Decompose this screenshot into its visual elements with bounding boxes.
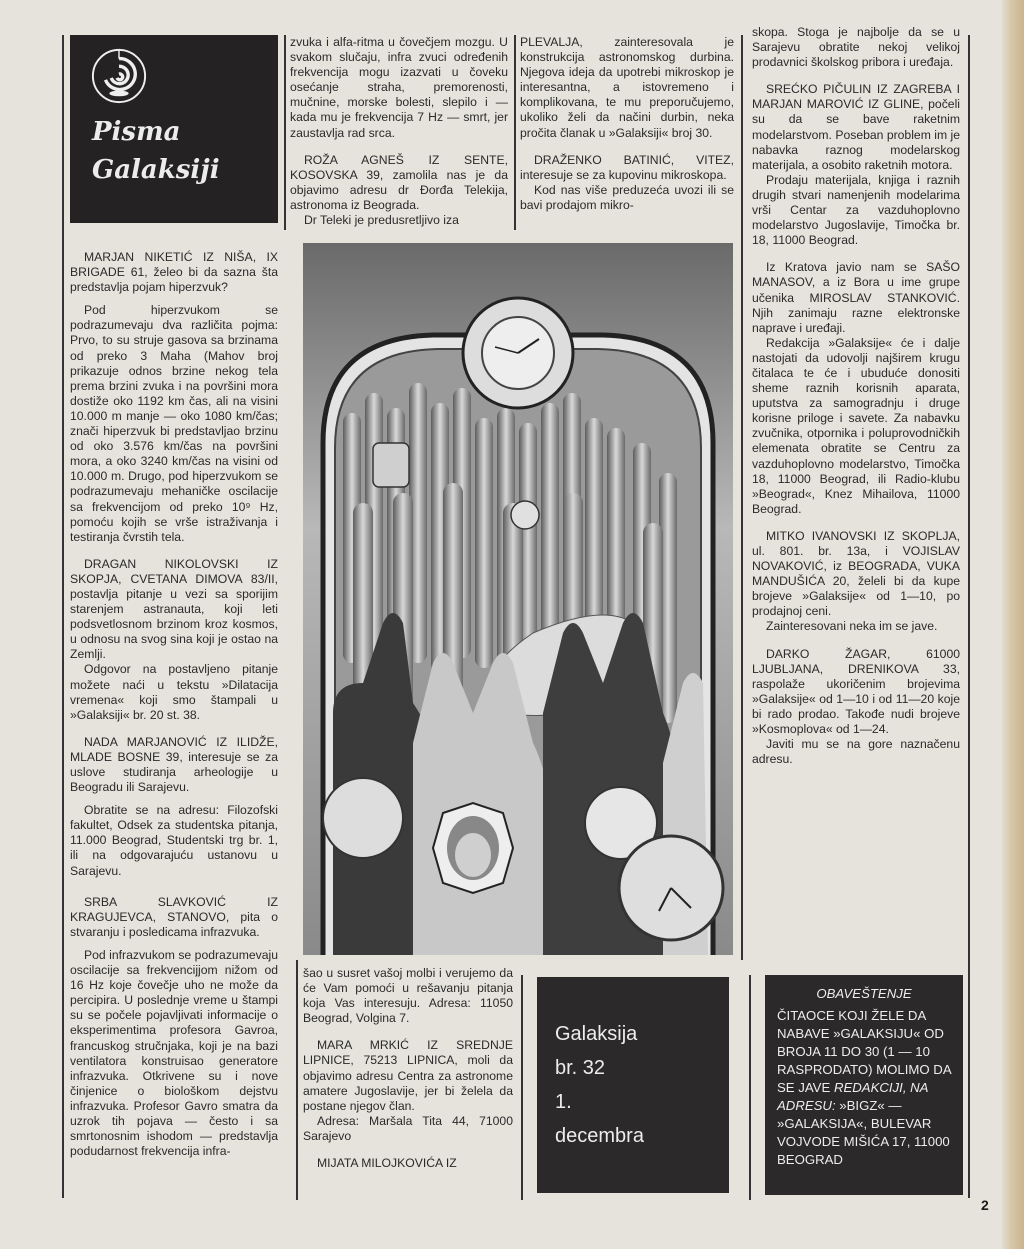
column-3-top (520, 35, 734, 213)
column-rule (284, 35, 286, 230)
answer-mikroskop: Kod nas više preduzeća uvozi ili se bavi prodajom mikro- (520, 182, 734, 212)
issue-day: 1. (555, 1091, 572, 1113)
masthead (70, 35, 278, 223)
column-2-bottom (303, 966, 513, 1171)
answer-dilatacija: Odgovor na postavljeno pitanje možete naći u tekstu »Dilatacija vremena« koji smo štampali u »Galaksiji« br. 20 st. 38. (70, 662, 278, 722)
issue-month: decembra (555, 1125, 644, 1147)
galaksija-logo-icon (90, 47, 148, 105)
letter-mrkic: MARA MRKIĆ IZ SREDNJE LIPNICE, 75213 LIPNICA, moli da objavimo adresu Centra za astronome amatere Jugoslavije, jer bi želela da postane njegov član. (303, 1038, 513, 1113)
letter-marjanovic: NADA MARJANOVIĆ IZ ILIDŽE, MLADE BOSNE 39, interesuje se za uslove studiranja arheologije u Beogradu ili Sarajevu. (70, 734, 278, 795)
letter-niketic: MARJAN NIKETIĆ IZ NIŠA, IX BRIGADE 61, želeo bi da sazna šta predstavlja pojam hiperzvuk? (70, 250, 278, 295)
letter-slavkovic: SRBA SLAVKOVIĆ IZ KRAGUJEVCA, STANOVO, pita o stvaranju i posledicama infrazvuka. (70, 894, 278, 939)
column-rule (749, 975, 751, 1200)
column-rule (62, 35, 64, 1198)
answer-mikroskop-cont: skopa. Stoga je najbolje da se u Sarajevu obratite nekoj velikoj prodavnici školskog pribora i uređaja. (752, 25, 960, 70)
column-rule (296, 960, 298, 1200)
column-2-top (290, 35, 508, 228)
answer-javiti: Javiti mu se na gore naznačenu adresu. (752, 737, 960, 767)
letter-zagar: DARKO ŽAGAR, 61000 LJUBLJANA, DRENIKOVA 33, raspolaže ukoričenim brojevima »Galaksije« od 1—10 i od 11—20 koje bi rado prodao. Takođe nudi brojeve »Kosmoplova« od 1—24. (752, 646, 960, 737)
letter-ivanovski: MITKO IVANOVSKI IZ SKOPLJA, ul. 801. br. 13a, i VOJISLAV NOVAKOVIĆ, iz BEOGRADA, VUKA MANDUŠIĆA 20, želeli bi da kupe brojeve »Galaksije« od 1—10, po prodajnoj ceni. (752, 528, 960, 619)
masthead-title-line2: Galaksiji (92, 155, 220, 185)
answer-redakcija: Redakcija »Galaksije« će i dalje nastojati da udovolji najširem krugu čitalaca te će i ubuduće donositi sheme raznih korisnih aparata, uputstva za samogradnju i druge korisne priloge i savete. Za nabavku zvučnika, otpornika i poluprovodničkih elemenata obratite se Centru za vazduhoplovno modelarstvo, Timočka 18, 11000 Beograd, ili Radio-klubu »Beograd«, Knez Mihailova, 11000 Beograd. (752, 335, 960, 516)
column-rule (968, 35, 970, 1198)
letter-agnes: ROŽA AGNEŠ IZ SENTE, KOSOVSKA 39, zamolila nas je da objavimo adresu dr Đorđa Telekija, astronoma iz Beograda. (290, 152, 508, 212)
answer-adresa-sarajevo: Adresa: Maršala Tita 44, 71000 Sarajevo (303, 1113, 513, 1143)
notice-heading: OBAVEŠTENJE (816, 986, 912, 1001)
answer-zainteresovani: Zainteresovani neka im se jave. (766, 619, 938, 634)
letter-manasov: Iz Kratova javio nam se SAŠO MANASOV, a iz Bora u ime grupe učenika MIROSLAV STANKOVIĆ. Njih zanimaju razne elektronske naprave i uređaji. (752, 260, 960, 335)
portrait-locket (433, 803, 513, 893)
answer-hiperzvuk: Pod hiperzvukom se podrazumevaju dva različita pojma: Prvo, to su struje gasova sa brzinama od preko 3 Maha (Mahov broj prikazuje odnos brzine nekog tela prema brzini zvuka i na površini mora dostiže oko 1192 km čas, ali na visini 10.000 m manje — oko 1080 km/čas; znači hiperzvuk bi predstavljao brzinu od oko 3.576 km/čas na površini mora, a oko 3240 km/čas na visini od 10.000 m. Drugo, pod hiperzvukom se podrazumevaju mehaničke oscilacije sa frekvencijom od preko 10⁹ Hz, pomoću kojih se vrše istraživanja i testiranja čvrstih tela. (70, 303, 278, 544)
letter-piculin: SREĆKO PIČULIN IZ ZAGREBA I MARJAN MAROVIĆ IZ GLINE, počeli su da se bave raketnim modelarstvom. Poseban problem im je nabavka raznog modelarskog materijala, a osobito raketnih motora. (752, 82, 960, 172)
column-rule (514, 35, 516, 230)
column-4 (752, 25, 960, 767)
answer-teleki: Dr Teleki je predusretljivo iza (304, 213, 459, 228)
answer-teleki-cont: šao u susret vašoj molbi i verujemo da će Vam pomoći u rešavanju pitanja koja Vas interesuju. Adresa: 11050 Beograd, Volgina 7. (303, 966, 513, 1026)
notice-body: ČITAOCE KOJI ŽELE DA NABAVE »GALAKSIJU« OD BROJA 11 DO 30 (1 — 10 RASPRODATO) MOLIMO DA SE JAVE (777, 1008, 951, 1095)
answer-infrazvuk: Pod infrazvukom se podrazumevaju oscilacije sa frekvencijjom nižom od 16 Hz koje čovečje uho ne može da percipira. U poslednje vreme u štampi su se počele pojavljivati informacije o eksperimentima profesora Gavroa, francuskog stručnjaka, koji je na bazi ventilatora konstruisao generatore infrazvuka. Otkrivene su i nove činjenice o biološkom dejstvu infrazvuka. Profesor Gavro smatra da uzrok tih pojava — često i sa smrtonosnim ishodom — predstavlja podudarnost frekvencija infra- (70, 947, 278, 1159)
notice-box (765, 975, 963, 1195)
column-1 (70, 250, 278, 1159)
collage-illustration (303, 243, 733, 955)
column-rule (521, 975, 523, 1200)
clock-icon (463, 298, 573, 408)
letter-nikolovski: DRAGAN NIKOLOVSKI IZ SKOPJA, CVETANA DIMOVA 83/II, postavlja pitanje u vezi sa sporijim starenjem astranauta, koji leti podsvetlosnom brzinom kroz kosmos, u odnosu na svog sina koji je ostao na Zemlji. (70, 556, 278, 662)
issue-info-box (537, 977, 729, 1193)
collage-hands-clocks-image (303, 243, 733, 955)
answer-modelarstvo: Prodaju materijala, knjiga i raznih drugih stvari namenjenih modelarima vrši Centar za vazduhoplovno modelarstvo Jugoslavije, Timočka br. 18, 11000 Beograd. (752, 172, 960, 248)
page-edge (1002, 0, 1024, 1249)
notice-address: »BIGZ« — »GALAKSIJA«, BULEVAR VOJVODE MIŠIĆA 17, 11000 BEOGRAD (777, 1098, 950, 1167)
issue-magazine-name: Galaksija (555, 1023, 638, 1045)
answer-filozofski: Obratite se na adresu: Filozofski fakultet, Odsek za studentska pitanja, 11.000 Beograd, Studentski trg br. 1, ili na odgovarajuću ustanovu u Sarajevu. (70, 803, 278, 878)
notice-body-italic: REDAKCIJI, NA ADRESU: (777, 1080, 928, 1113)
letter-milojkovica: MIJATA MILOJKOVIĆA IZ (317, 1156, 457, 1171)
answer-durbin: PLEVALJA, zainteresovala je konstrukcija astronomskog durbina. Njegova ideja da upotrebi mikroskop je interesantna, a istovremeno i komplikovana, te mu preporučujemo, ukoliko želi da načini durbin, neka pročita članak u »Galaksiji« broj 30. (520, 35, 734, 140)
notice-body-wrap (765, 1003, 963, 1169)
issue-number: br. 32 (555, 1057, 606, 1079)
page-number: 2 (981, 1197, 989, 1213)
letter-batinic: DRAŽENKO BATINIĆ, VITEZ, interesuje se za kupovinu mikroskopa. (520, 152, 734, 182)
masthead-title-line1: Pisma (92, 117, 181, 147)
answer-infrazvuk-cont: zvuka i alfa-ritma u čovečjem mozgu. U svakom slučaju, infra zvuci određenih frekvencija mogu izazvati u čoveku osećanje straha, premorenosti, mučnine, morske bolesti, slepilo i — kada mu je frekvencija 7 Hz — smrt, jer zaustavlja rad srca. (290, 35, 508, 140)
column-rule (741, 35, 743, 960)
